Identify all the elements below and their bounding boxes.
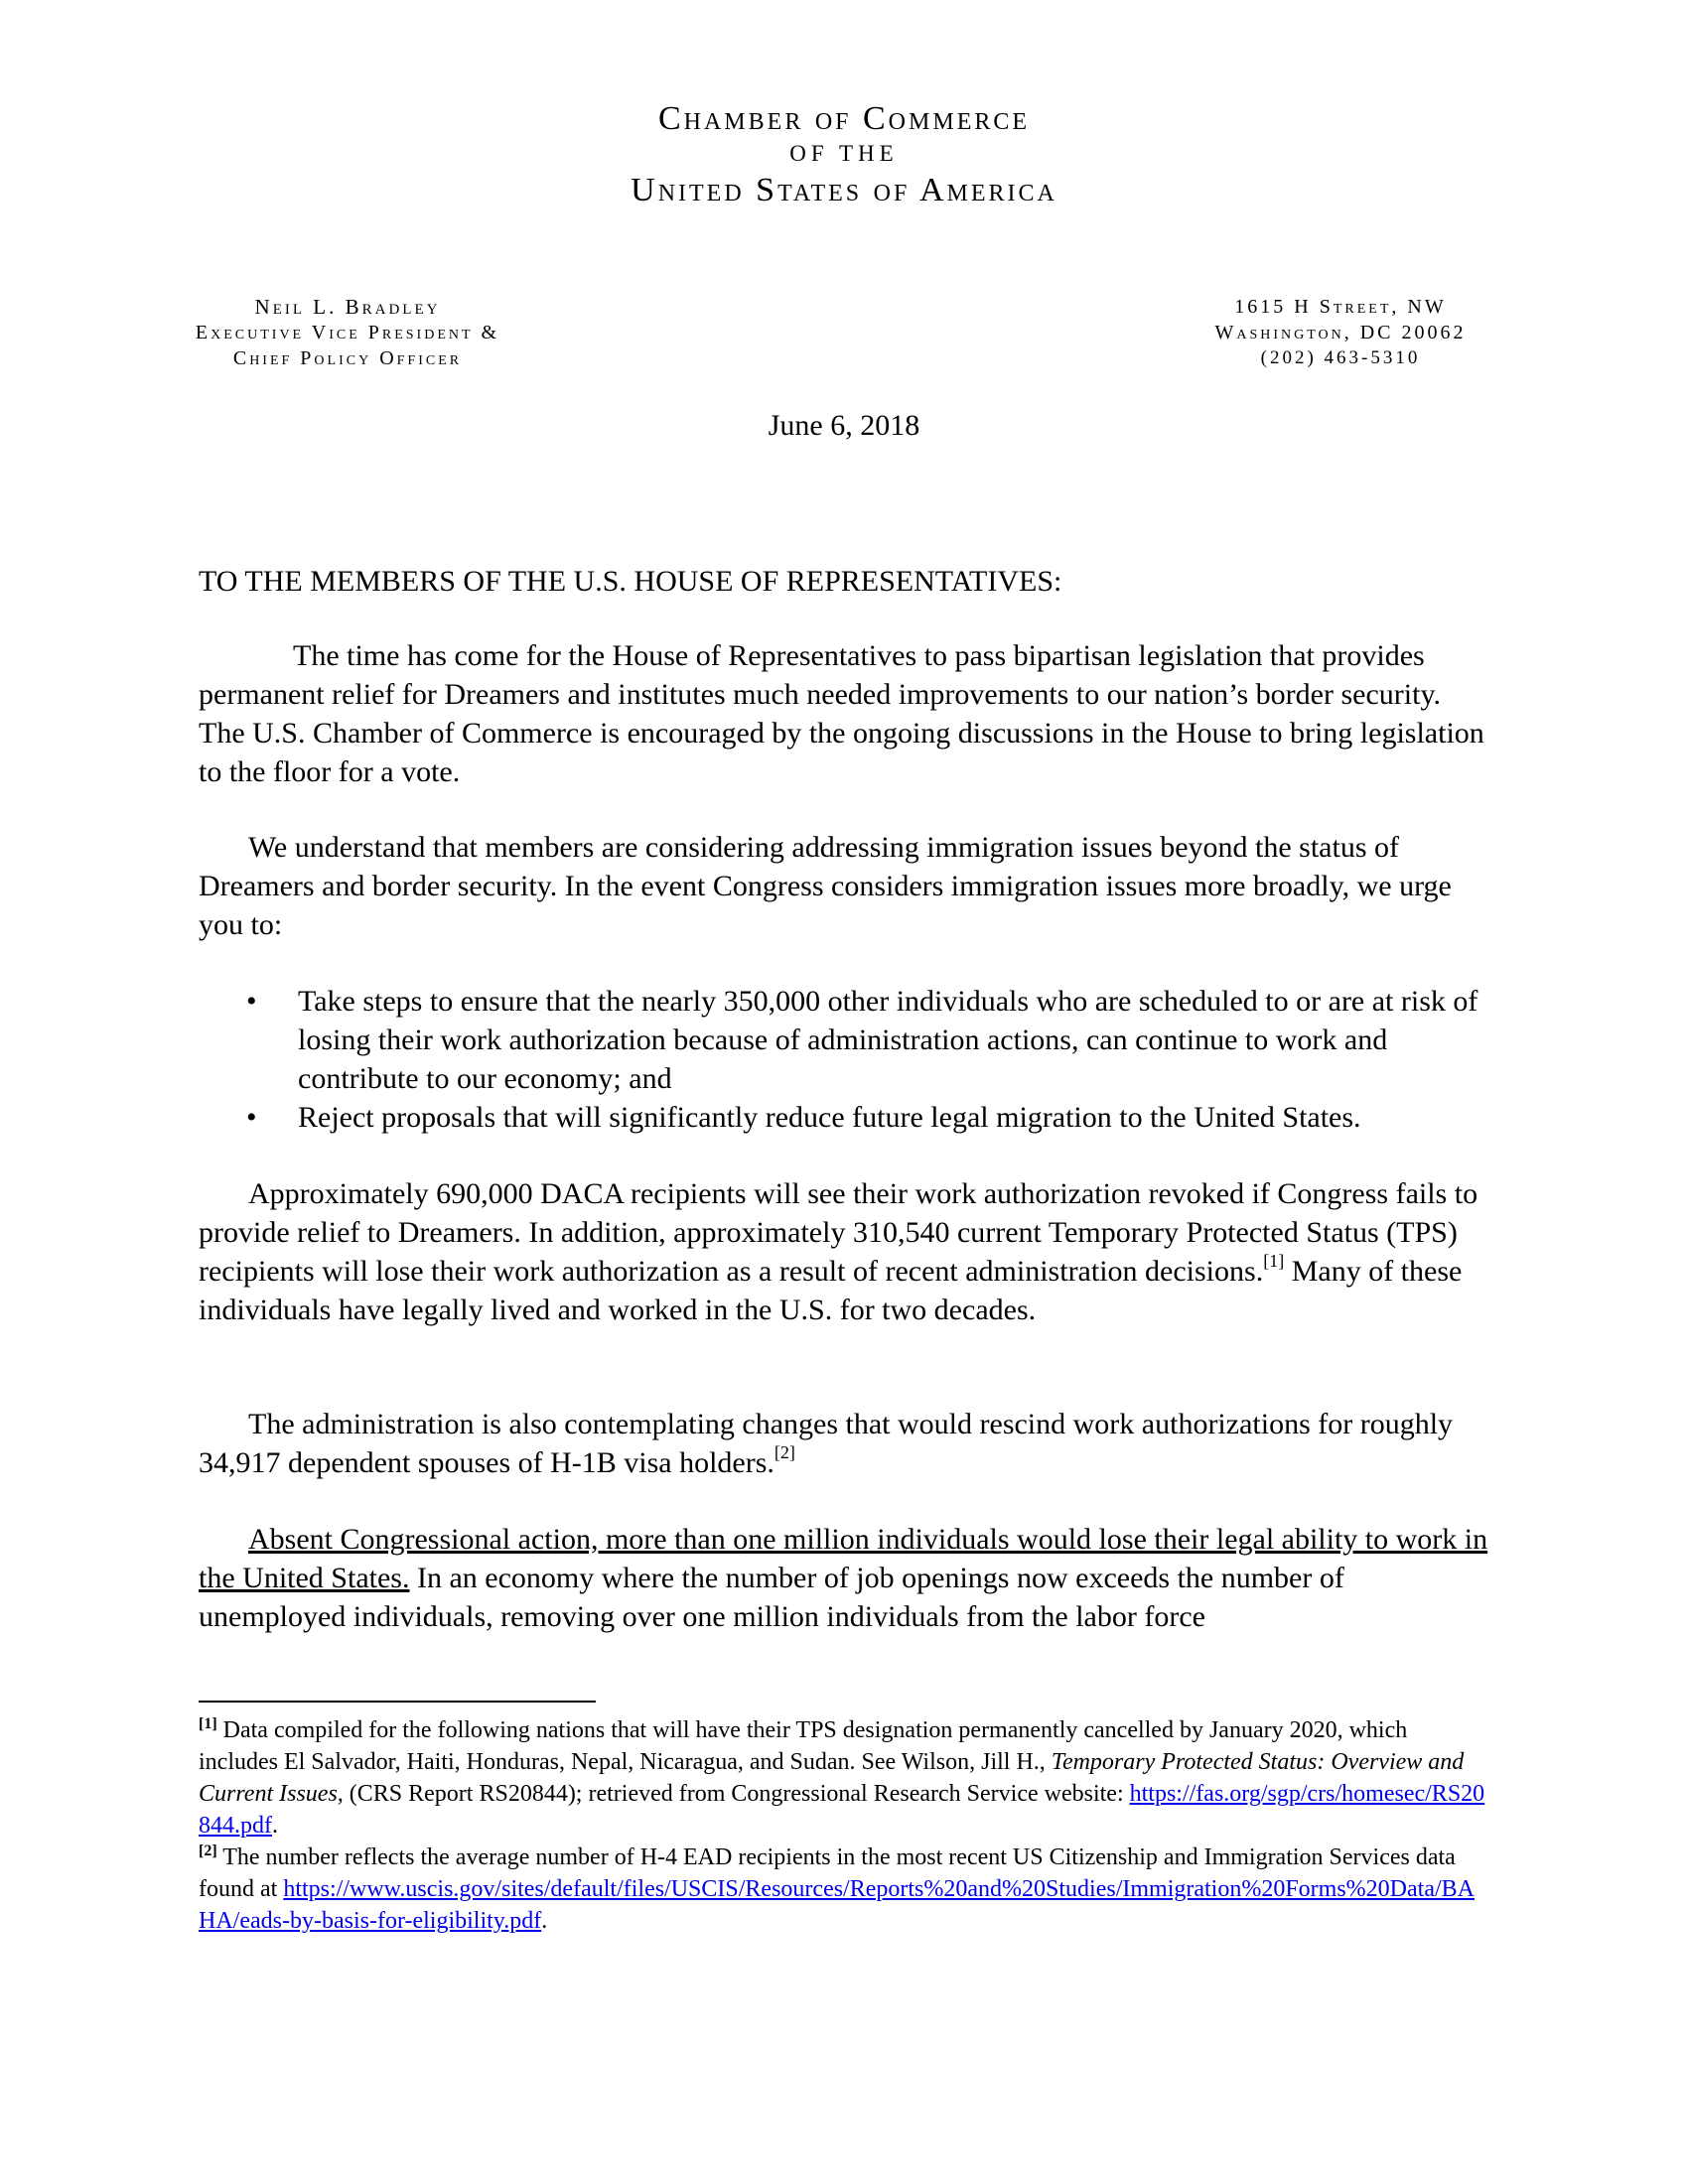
address-block	[1152, 294, 1529, 371]
bullet-icon: •	[246, 985, 257, 1018]
footnote-1-end: .	[272, 1813, 278, 1839]
bullet-list	[199, 982, 1489, 1137]
footnote-2-link[interactable]: https://www.uscis.gov/sites/default/files/USCIS/Resources/Reports%20and%20Studies/Immigration%20Forms%20Data/BAHA/eads-by-basis-for-eligibility.pdf	[199, 1876, 1475, 1934]
footnote-2	[199, 1842, 1489, 1937]
paragraph-3-text-after: Many of these individuals have legally lived and worked in the U.S. for two decades.	[199, 1255, 1463, 1326]
paragraph-3	[199, 1174, 1489, 1329]
bullet-text-2: Reject proposals that will significantly reduce future legal migration to the United States.	[298, 1101, 1361, 1134]
bullet-icon: •	[246, 1101, 257, 1134]
letterhead-line-2: OF THE	[789, 141, 899, 166]
address-phone: (202) 463-5310	[1260, 347, 1421, 368]
paragraph-4-text: The administration is also contemplating changes that would rescind work authorizations for roughly 34,917 dependent spouses of H-1B visa holders.	[199, 1408, 1454, 1479]
footnote-1-italic: Temporary Protected Status: Overview and Current Issues,	[199, 1749, 1465, 1807]
paragraph-5	[199, 1520, 1489, 1636]
footnote-2-mark: [2]	[199, 1843, 217, 1859]
list-item	[199, 982, 1489, 1098]
letterhead-line-3: United States of America	[631, 172, 1057, 208]
paragraph-2: We understand that members are considering addressing immigration issues beyond the status of Dreamers and border security. In the event Congress considers immigration issues more broadly, we urge you to:	[199, 831, 1452, 941]
footnote-1-text: Data compiled for the following nations that will have their TPS designation permanently cancelled by January 2020, which includes El Salvador, Haiti, Honduras, Nepal, Nicaragua, and Sudan. See Wilson, Jill H.,	[199, 1717, 1408, 1775]
address-street: 1615 H Street, NW	[1234, 296, 1447, 318]
footnote-2-text: The number reflects the average number of H-4 EAD recipients in the most recent US Citizenship and Immigration Services data found at	[199, 1844, 1456, 1902]
letter-date: June 6, 2018	[768, 409, 920, 442]
sender-name: Neil L. Bradley	[254, 295, 441, 319]
paragraph-1: The time has come for the House of Representatives to pass bipartisan legislation that provides permanent relief for Dreamers and institutes much needed improvements to our nation’s border security. The U.S. Chamber of Commerce is encouraged by the ongoing discussions in the House to bring legislation to the floor for a vote.	[199, 639, 1484, 788]
footnote-1-text-after: (CRS Report RS20844); retrieved from Congressional Research Service website:	[343, 1781, 1130, 1807]
sender-title-2: Chief Policy Officer	[232, 347, 463, 369]
letterhead	[0, 99, 1688, 212]
paragraph-3-text: Approximately 690,000 DACA recipients will see their work authorization revoked if Congress fails to provide relief to Dreamers. In addition, approximately 310,540 current Temporary Protected Status (TPS) recipients will lose their work authorization as a result of recent administration decisions.	[199, 1177, 1478, 1288]
bullet-text-1: Take steps to ensure that the nearly 350,000 other individuals who are scheduled to or are at risk of losing their work authorization because of administration actions, can continue to work and contribute to our economy; and	[298, 985, 1478, 1095]
sender-block	[149, 294, 546, 371]
footnote-ref-1[interactable]: [1]	[1263, 1251, 1285, 1271]
paragraph-4	[199, 1405, 1489, 1482]
list-item	[199, 1098, 1489, 1137]
footnote-ref-2[interactable]: [2]	[774, 1442, 795, 1462]
footnote-1-mark: [1]	[199, 1715, 217, 1732]
sender-title-1: Executive Vice President &	[195, 322, 500, 343]
paragraph-5-rest: In an economy where the number of job openings now exceeds the number of unemployed individuals, removing over one million individuals from the labor force	[199, 1562, 1344, 1633]
footnote-divider	[199, 1701, 596, 1703]
footnote-1	[199, 1714, 1489, 1842]
letterhead-line-1: Chamber of Commerce	[657, 100, 1031, 137]
footnote-2-end: .	[541, 1908, 548, 1934]
footnotes	[199, 1714, 1489, 1937]
address-city: Washington, DC 20062	[1214, 322, 1467, 343]
salutation: TO THE MEMBERS OF THE U.S. HOUSE OF REPRESENTATIVES:	[199, 565, 1062, 598]
footnote-1-link[interactable]: https://fas.org/sgp/crs/homesec/RS20844.pdf	[199, 1781, 1485, 1839]
paragraph-5-underlined: Absent Congressional action, more than one million individuals would lose their legal ability to work in the United States.	[199, 1523, 1488, 1594]
